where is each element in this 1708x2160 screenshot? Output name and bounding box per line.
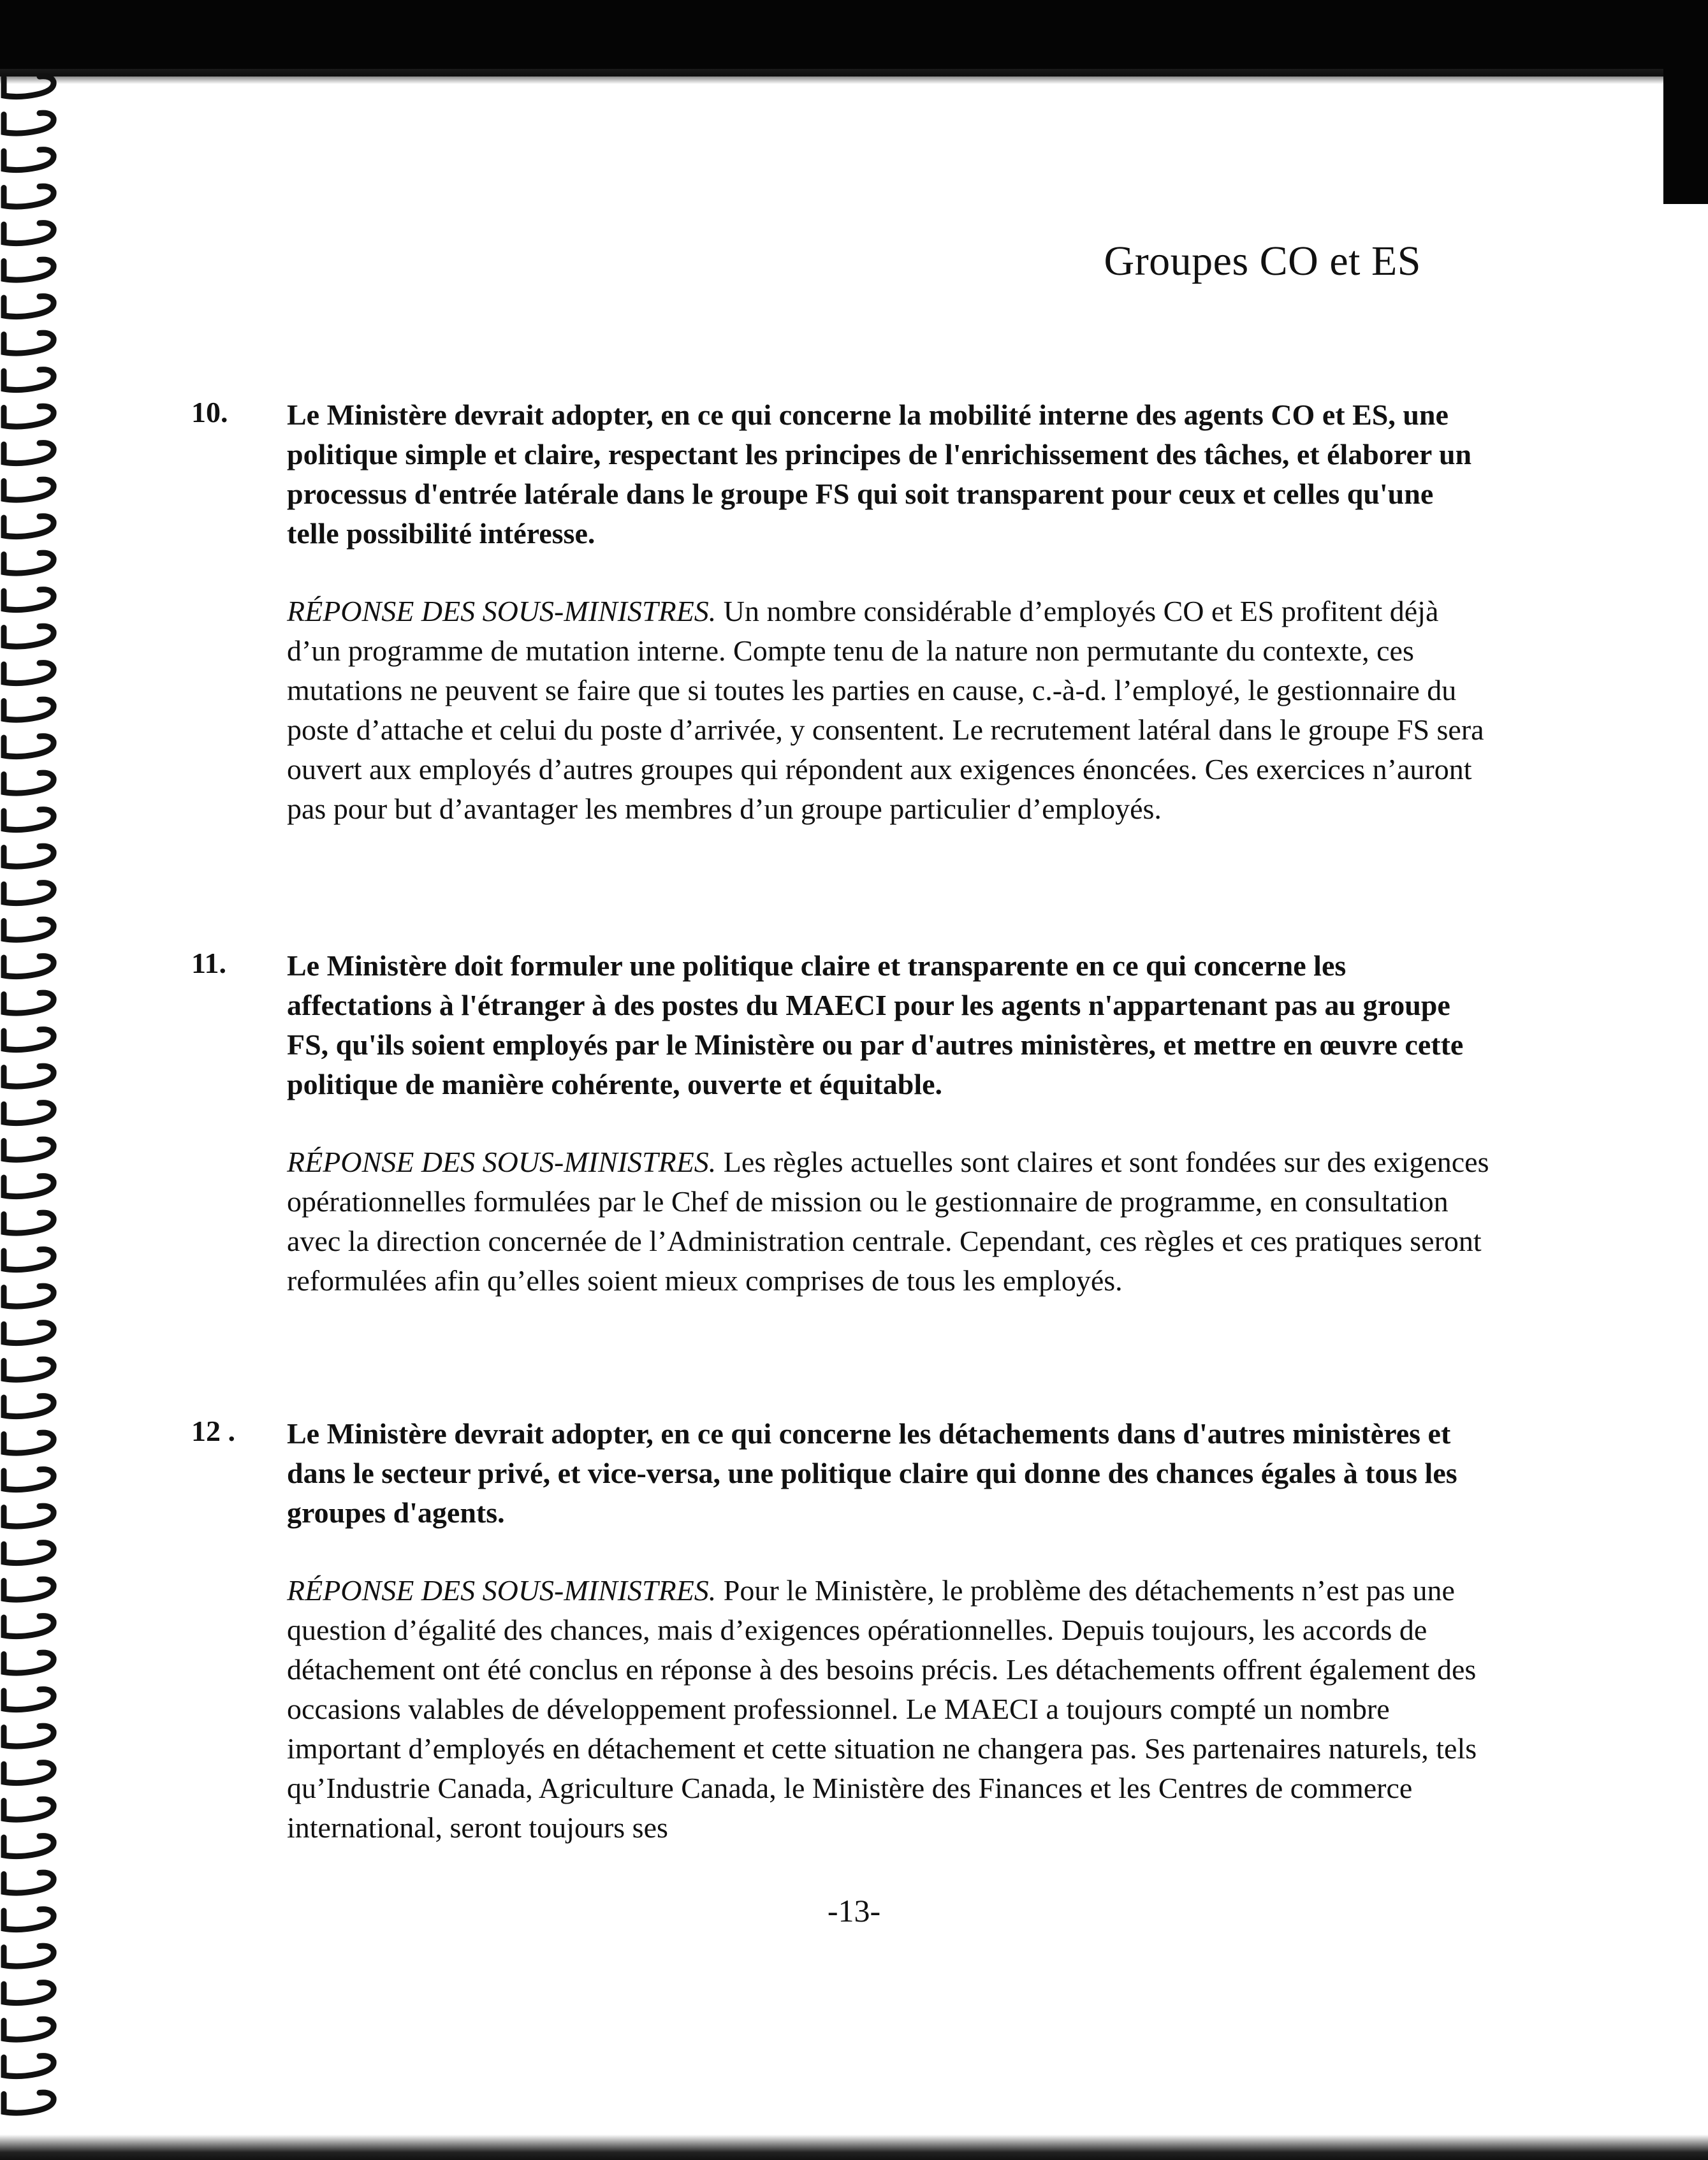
item-number: 11. xyxy=(191,947,226,979)
response-text: Les règles actuelles sont claires et sont fondées sur des exigences opérationnelles formulées par le Chef de mission ou le gestionnaire de programme, en consultation avec la direction concernée de l’Administration centrale. Cependant, ces règles et ces pratiques seront reformulées afin qu’elles soient mieux comprises de tous les employés. xyxy=(287,1146,1489,1297)
response-lead: RÉPONSE DES SOUS-MINISTRES. xyxy=(287,1574,717,1607)
running-head: Groupes CO et ES xyxy=(1104,238,1421,284)
recommendation-item-10 xyxy=(191,395,1492,829)
item-body xyxy=(287,395,1492,829)
recommendation-text: Le Ministère devrait adopter, en ce qui concerne la mobilité interne des agents CO et ES, une politique simple et claire, respectant les principes de l'enrichissement des tâches, et élaborer un processus d'entrée latérale dans le groupe FS qui soit transparent pour ceux et celles qu'une telle possibilité intéresse. xyxy=(287,398,1472,550)
recommendation-text: Le Ministère doit formuler une politique claire et transparente en ce qui concerne les affectations à l'étranger à des postes du MAECI pour les agents n'appartenant pas au groupe FS, qu'ils soient employés par le Ministère ou par d'autres ministères, et mettre en œuvre cette politique de manière cohérente, ouverte et équitable. xyxy=(287,949,1464,1100)
response-lead: RÉPONSE DES SOUS-MINISTRES. xyxy=(287,1146,717,1178)
recommendation-item-11 xyxy=(191,946,1492,1301)
recommendation-item-12 xyxy=(191,1414,1492,1848)
page-number: -13- xyxy=(827,1893,881,1929)
response-paragraph xyxy=(287,1142,1492,1301)
item-body xyxy=(287,1414,1492,1848)
response-text: Un nombre considérable d’employés CO et ES profitent déjà d’un programme de mutation interne. Compte tenu de la nature non permutante du contexte, ces mutations ne peuvent se faire que si toutes les parties en cause, c.-à-d. l’employé, le gestionnaire du poste d’attache et celui du poste d’arrivée, y consentent. Le recrutement latéral dans le groupe FS sera ouvert aux employés d’autres groupes qui répondent aux exigences énoncées. Ces exercices n’auront pas pour but d’avantager les membres d’un groupe particulier d’employés. xyxy=(287,595,1484,825)
item-number: 12 . xyxy=(191,1415,235,1447)
response-text: Pour le Ministère, le problème des détachements n’est pas une question d’égalité des chances, mais d’exigences opérationnelles. Depuis toujours, les accords de détachement ont été conclus en réponse à des besoins précis. Les détachements offrent également des occasions valables de développement professionnel. Le MAECI a toujours compté un nombre important d’employés en détachement et cette situation ne changera pas. Ses partenaires naturels, tels qu’Industrie Canada, Agriculture Canada, le Ministère des Finances et les Centres de commerce international, seront toujours ses xyxy=(287,1574,1477,1844)
response-lead: RÉPONSE DES SOUS-MINISTRES. xyxy=(287,595,717,627)
item-number: 10. xyxy=(191,396,228,428)
recommendation-text: Le Ministère devrait adopter, en ce qui concerne les détachements dans d'autres ministères et dans le secteur privé, et vice-versa, une politique claire qui donne des chances égales à tous les groupes d'agents. xyxy=(287,1417,1457,1529)
item-body xyxy=(287,946,1492,1301)
response-paragraph xyxy=(287,592,1492,829)
response-paragraph xyxy=(287,1571,1492,1848)
